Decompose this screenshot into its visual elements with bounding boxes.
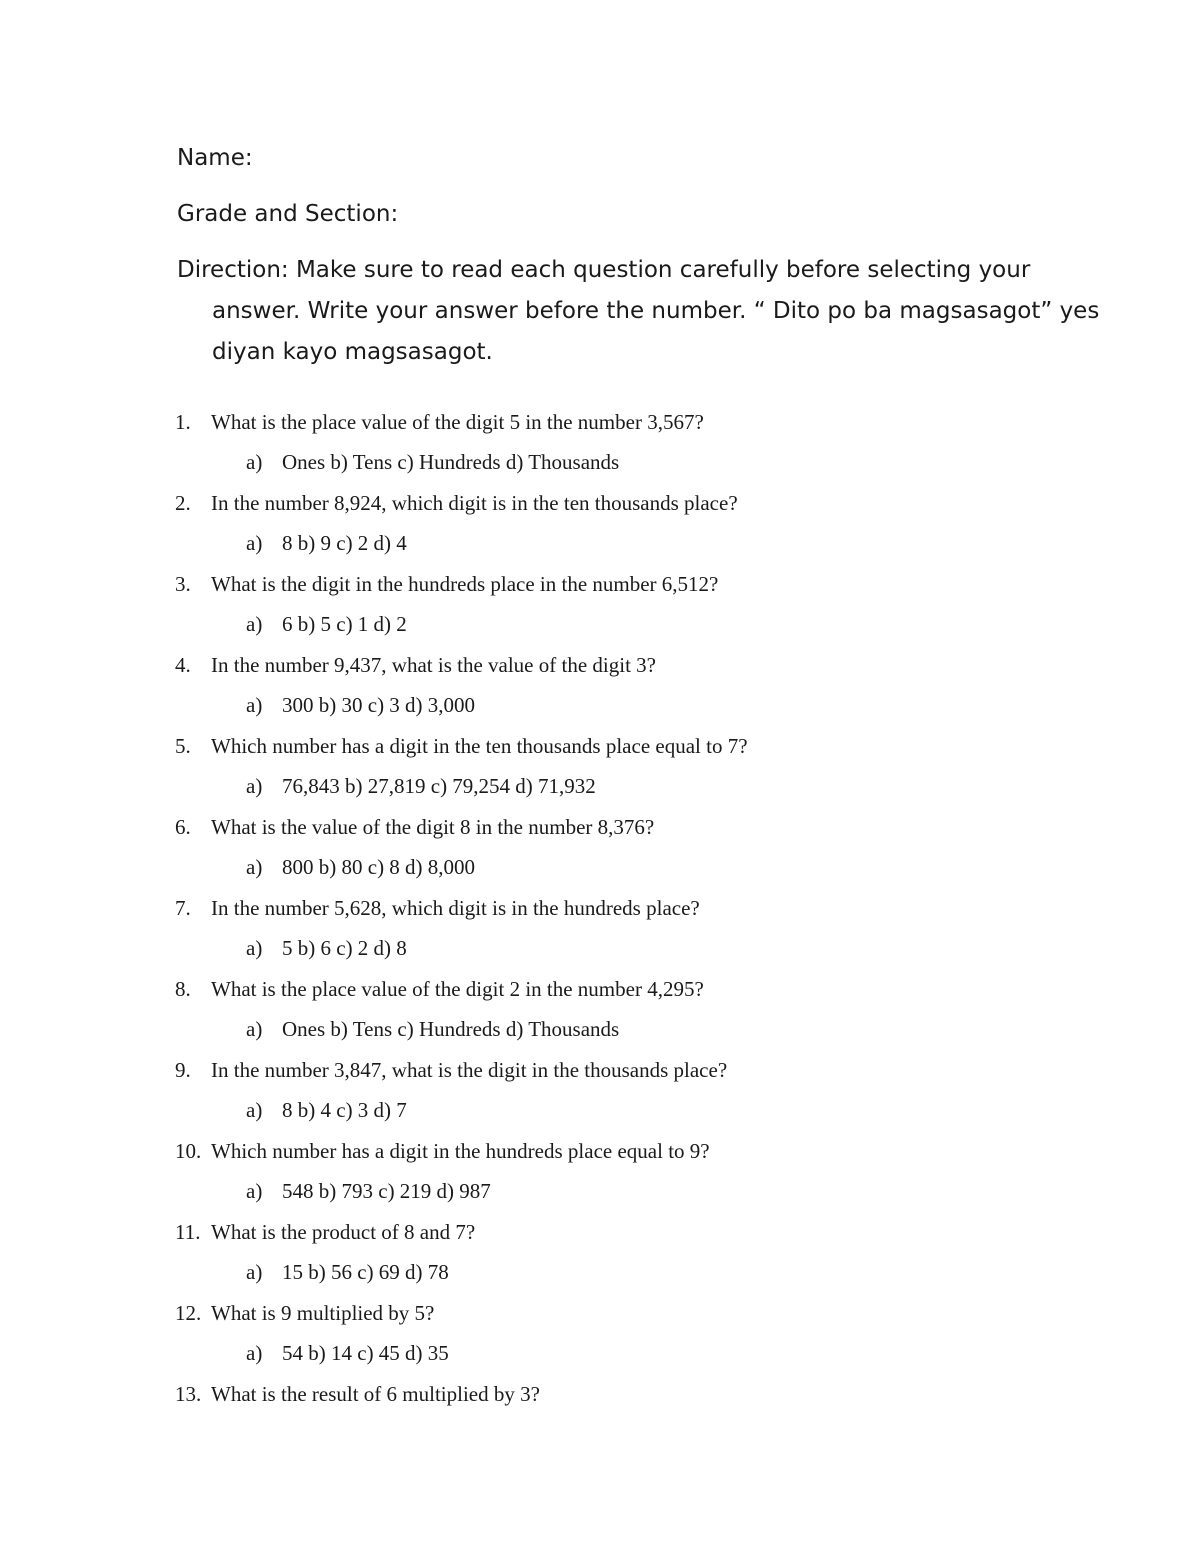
- question-item: [175, 807, 1075, 888]
- question-text: What is 9 multiplied by 5?: [211, 1301, 435, 1325]
- question-text: What is the product of 8 and 7?: [211, 1220, 476, 1244]
- option-marker: a): [246, 936, 263, 960]
- question-text: What is the digit in the hundreds place in the number 6,512?: [211, 572, 719, 596]
- question-text: In the number 5,628, which digit is in the hundreds place?: [211, 896, 700, 920]
- option-marker: a): [246, 693, 263, 717]
- name-label: Name:: [177, 145, 253, 171]
- question-text: What is the place value of the digit 2 in the number 4,295?: [211, 977, 704, 1001]
- question-item: [175, 645, 1075, 726]
- answer-options: 8 b) 4 c) 3 d) 7: [282, 1098, 407, 1122]
- question-item: [175, 1293, 1075, 1374]
- question-item: [175, 402, 1075, 483]
- question-number: 7.: [175, 896, 191, 920]
- question-text: Which number has a digit in the ten thousands place equal to 7?: [211, 734, 748, 758]
- direction-text: Direction: Make sure to read each question carefully before selecting your answer. Write your answer before the number. “ Dito po ba magsasagot” yes diyan kayo magsasagot.: [177, 257, 1100, 365]
- question-text: In the number 8,924, which digit is in the ten thousands place?: [211, 491, 738, 515]
- answer-options: Ones b) Tens c) Hundreds d) Thousands: [282, 450, 620, 474]
- answer-options: 6 b) 5 c) 1 d) 2: [282, 612, 407, 636]
- option-marker: a): [246, 1260, 263, 1284]
- grade-section-label: Grade and Section:: [177, 201, 399, 227]
- question-number: 13.: [175, 1382, 202, 1406]
- question-item: [175, 483, 1075, 564]
- question-number: 3.: [175, 572, 191, 596]
- answer-options: 76,843 b) 27,819 c) 79,254 d) 71,932: [282, 774, 596, 798]
- question-number: 1.: [175, 410, 191, 434]
- option-marker: a): [246, 450, 263, 474]
- question-item: [175, 726, 1075, 807]
- option-marker: a): [246, 531, 263, 555]
- question-number: 10.: [175, 1139, 202, 1163]
- answer-options: 8 b) 9 c) 2 d) 4: [282, 531, 407, 555]
- question-text: In the number 3,847, what is the digit in the thousands place?: [211, 1058, 728, 1082]
- question-number: 4.: [175, 653, 191, 677]
- answer-options: Ones b) Tens c) Hundreds d) Thousands: [282, 1017, 620, 1041]
- question-text: In the number 9,437, what is the value of the digit 3?: [211, 653, 656, 677]
- answer-options: 800 b) 80 c) 8 d) 8,000: [282, 855, 476, 879]
- option-marker: a): [246, 1017, 263, 1041]
- option-marker: a): [246, 612, 263, 636]
- answer-options: 54 b) 14 c) 45 d) 35: [282, 1341, 449, 1365]
- question-text: What is the value of the digit 8 in the number 8,376?: [211, 815, 655, 839]
- question-list: [175, 402, 1075, 1455]
- question-text: What is the result of 6 multiplied by 3?: [211, 1382, 540, 1406]
- question-item: [175, 1050, 1075, 1131]
- option-marker: a): [246, 855, 263, 879]
- question-number: 6.: [175, 815, 191, 839]
- question-item: [175, 888, 1075, 969]
- option-marker: a): [246, 1341, 263, 1365]
- question-item: [175, 1374, 1075, 1455]
- question-number: 2.: [175, 491, 191, 515]
- option-marker: a): [246, 1179, 263, 1203]
- option-marker: a): [246, 1098, 263, 1122]
- question-number: 8.: [175, 977, 191, 1001]
- question-number: 5.: [175, 734, 191, 758]
- answer-options: 5 b) 6 c) 2 d) 8: [282, 936, 407, 960]
- question-text: What is the place value of the digit 5 in the number 3,567?: [211, 410, 704, 434]
- question-number: 9.: [175, 1058, 191, 1082]
- question-item: [175, 1212, 1075, 1293]
- answer-options: 15 b) 56 c) 69 d) 78: [282, 1260, 449, 1284]
- question-item: [175, 969, 1075, 1050]
- question-text: Which number has a digit in the hundreds place equal to 9?: [211, 1139, 710, 1163]
- question-number: 11.: [175, 1220, 201, 1244]
- answer-options: 548 b) 793 c) 219 d) 987: [282, 1179, 491, 1203]
- question-number: 12.: [175, 1301, 202, 1325]
- question-item: [175, 1131, 1075, 1212]
- answer-options: 300 b) 30 c) 3 d) 3,000: [282, 693, 476, 717]
- option-marker: a): [246, 774, 263, 798]
- question-item: [175, 564, 1075, 645]
